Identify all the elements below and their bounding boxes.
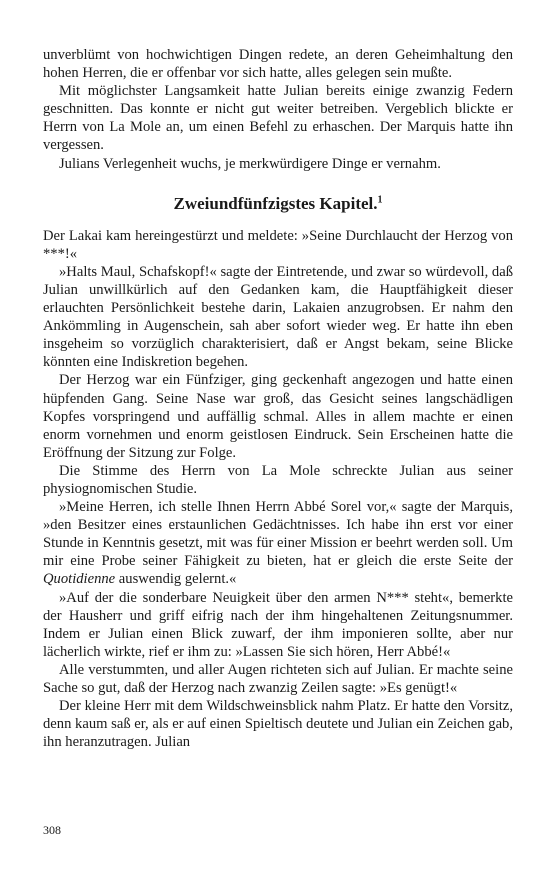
paragraph: »Halts Maul, Schafskopf!« sagte der Eintretende, und zwar so würdevoll, daß Julian unwillkürlich auf den Gedanken kam, die Hauptfähigkeit dieser erlauchten Persönlichkeit bestehe darin, Lakaien anzugrobsen. Er nahm den Ankömmling in Augenschein, sah aber sofort wieder weg. Er hatte ihn eben insgeheim so vorzüglich charakterisiert, daß er Angst bekam, seine Blicke könnten eine Indiskretion begehen. xyxy=(43,263,513,371)
paragraph: Der kleine Herr mit dem Wildschweinsblick nahm Platz. Er hatte den Vorsitz, denn kaum saß er, als er auf einen Spieltisch deutete und Julian ein Zeichen gab, ihn heranzutragen. Julian xyxy=(43,698,513,751)
paragraph: unverblümt von hochwichtigen Dingen redete, an deren Geheimhaltung den hohen Herren, die er offenbar vor sich hatte, alles gelegen sein mußte. xyxy=(43,47,513,82)
paragraph: Mit möglichster Langsamkeit hatte Julian bereits einige zwanzig Federn geschnitten. Das konnte er nicht gut weiter betreiben. Vergeblich blickte er Herrn von La Mole an, um einen Befehl zu erhaschen. Der Marquis hatte ihn vergessen. xyxy=(43,83,513,154)
footnote-marker: 1 xyxy=(377,194,383,205)
paragraph xyxy=(43,498,513,588)
paragraph-text: »Meine Herren, ich stelle Ihnen Herrn Abbé Sorel vor,« sagte der Marquis, »den Besitzer eines erstaunlichen Gedächtnisses. Ich habe ihn erst vor einer Stunde in Kenntnis gesetzt, mit was für einer Mission er beehrt werden soll. Um mir eine Probe seiner Fähigkeit zu bieten, hat er gleich die erste Seite der xyxy=(43,499,513,570)
chapter-heading xyxy=(43,193,513,215)
paragraph: Julians Verlegenheit wuchs, je merkwürdigere Dinge er vernahm. xyxy=(59,155,441,172)
paragraph: Alle verstummten, und aller Augen richteten sich auf Julian. Er machte seine Sache so gut, daß der Herzog nach zwanzig Zeilen sagte: »Es genügt!« xyxy=(43,661,513,696)
page-number: 308 xyxy=(43,823,61,837)
newspaper-title: Quotidienne xyxy=(43,571,116,588)
paragraph: Der Lakai kam hereingestürzt und meldete: »Seine Durchlaucht der Herzog von ***!« xyxy=(43,227,513,262)
paragraph: Der Herzog war ein Fünfziger, ging geckenhaft angezogen und hatte einen hüpfenden Gang. Seine Nase war groß, das Gesicht seines langschädligen Kopfes vorspringend und auffällig schmal. Alles in allem machte er einen enorm vornehmen und enorm geistlosen Eindruck. Sein Erscheinen hatte die Eröffnung der Sitzung zur Folge. xyxy=(43,372,513,461)
paragraph: Die Stimme des Herrn von La Mole schreckte Julian aus seiner physiognomischen Studie. xyxy=(43,462,513,497)
paragraph-text: auswendig gelernt.« xyxy=(115,571,237,588)
paragraph: »Auf der die sonderbare Neuigkeit über den armen N*** steht«, bemerkte der Hausherr und griff eifrig nach der ihm hingehaltenen Zeitungsnummer. Indem er Julian einen Blick zuwarf, der ihm imponieren sollte, aber nur lächerlich wirkte, rief er ihm zu: »Lassen Sie sich hören, Herr Abbé!« xyxy=(43,589,513,660)
chapter-title: Zweiundfünfzigstes Kapitel. xyxy=(173,193,378,213)
body-text xyxy=(43,46,513,751)
